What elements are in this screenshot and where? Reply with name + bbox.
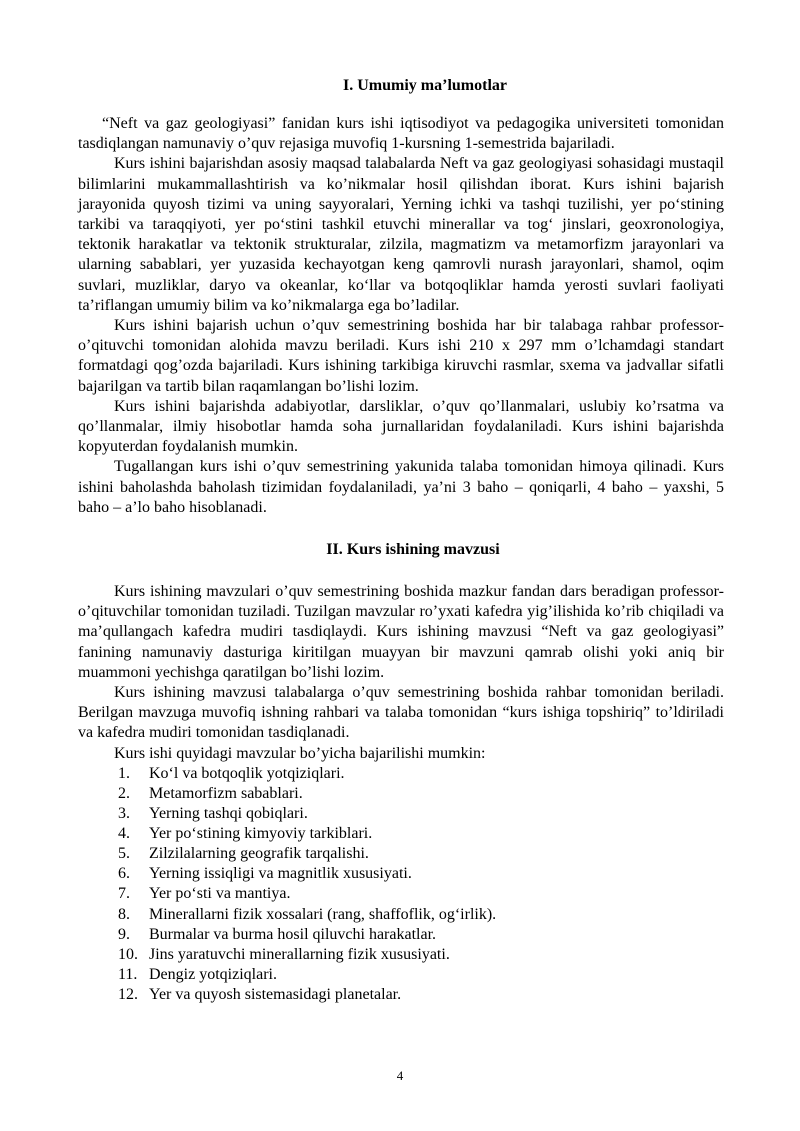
list-number: 9. [118,925,130,943]
paragraph: Tugallangan kurs ishi o’quv semestrining yakunida talaba tomonidan himoya qilinadi. Kurs ishini baholashda baholash tizimidan foydalaniladi, ya’ni 3 baho – qoniqarli, 4 baho – yaxshi, 5 baho – a’lo baho hisoblanadi. [78,458,724,516]
list-item [78,764,724,784]
list-text: Jins yaratuvchi minerallarning fizik xususiyati. [149,945,450,963]
list-item [78,925,724,945]
list-text: Yer po‘stining kimyoviy tarkiblari. [149,825,373,843]
list-text: Yer po‘sti va mantiya. [149,885,291,903]
document-page [78,76,724,1005]
list-text: Burmalar va burma hosil qiluvchi harakatlar. [149,925,437,943]
list-text: Yerning issiqligi va magnitlik xususiyati. [149,865,412,883]
paragraph: Kurs ishining mavzulari o’quv semestrining boshida mazkur fandan dars beradigan professor-o’qituvchilar tomonidan tuziladi. Tuzilgan mavzular ro’yxati kafedra yig’ilishida ko’rib chiqiladi va ma’qullangach kafedra mudiri tasdiqlaydi. Kurs ishining mavzusi “Neft va gaz geologiyasi” fanining namunaviy dasturiga kiritilgan muayyan bir mavzuni qamrab olishi yoki aniq bir muammoni yechishga qaratilgan bo’lishi lozim. [78,583,724,681]
section-1-body [78,114,724,518]
list-text: Ko‘l va botqoqlik yotqiziqlari. [149,764,345,782]
list-item [78,965,724,985]
list-item [78,824,724,844]
list-text: Minerallarni fizik xossalari (rang, shaffoflik, og‘irlik). [149,905,497,923]
list-number: 1. [118,764,130,782]
list-number: 6. [118,865,130,883]
paragraph: Kurs ishini bajarishda adabiyotlar, darsliklar, o’quv qo’llanmalari, uslubiy ko’rsatma va qo’llanmalar, ilmiy hisobotlar hamda soha jurnallaridan foydalaniladi. Kurs ishini bajarishda kopyuterdan foydalanish mumkin. [78,397,724,456]
list-number: 8. [118,905,130,923]
paragraph: Kurs ishini bajarish uchun o’quv semestrining boshida har bir talabaga rahbar professor-o’qituvchi tomonidan alohida mavzu beriladi. Kurs ishi 210 x 297 mm o’lchamdagi standart formatdagi qog’ozda bajariladi. Kurs ishining tarkibiga kiruvchi rasmlar, sxema va jadvallar sifatli bajarilgan va tartib bilan raqamlangan bo’lishi lozim. [78,317,724,395]
list-number: 10. [118,945,138,963]
list-number: 12. [118,985,138,1003]
list-text: Metamorfizm sabablari. [149,784,303,802]
list-item [78,864,724,884]
paragraph: “Neft va gaz geologiyasi” fanidan kurs ishi iqtisodiyot va pedagogika universiteti tomonidan tasdiqlangan namunaviy o’quv rejasiga muvofiq 1-kursning 1-semestrida bajariladi. [78,115,724,153]
list-number: 2. [118,784,130,802]
page-number: 4 [396,1068,404,1083]
paragraph: Kurs ishi quyidagi mavzular bo’yicha bajarilishi mumkin: [114,744,486,762]
list-item [78,985,724,1005]
paragraph: Kurs ishini bajarishdan asosiy maqsad talabalarda Neft va gaz geologiyasi sohasidagi mustaqil bilimlarini mukammallashtirish va ko’nikmalar hosil qilishdan iborat. Kurs ishini bajarish jarayonida quyosh tizimi va uning sayyoralari, Yerning ichki va tashqi tuzilishi, yer po‘stining tarkibi va taraqqiyoti, yer po‘stini tashkil etuvchi minerallar va tog‘ jinslari, geoxronologiya, tektonik harakatlar va tektonik strukturalar, zilzila, magmatizm va metamorfizm jarayonlari va ularning sabablari, yer yuzasida kechayotgan keng qamrovli nurash jarayonlari, shamol, oqim suvlari, muzliklar, daryo va okeanlar, ko‘llar va botqoqliklar hamda yerosti suvlari faoliyati ta’riflangan umumiy bilim va ko’nikmalarga ega bo’ladilar. [78,155,724,314]
list-text: Zilzilalarning geografik tarqalishi. [149,845,369,863]
paragraph: Kurs ishining mavzusi talabalarga o’quv semestrining boshida rahbar tomonidan beriladi. Berilgan mavzuga muvofiq ishning rahbari va talaba tomonidan “kurs ishiga topshiriq” to’ldiriladi va kafedra mudiri tomonidan tasdiqlanadi. [78,684,724,742]
list-item [78,905,724,925]
list-number: 7. [118,885,130,903]
section-2-title: II. Kurs ishining mavzusi [326,541,500,559]
section-2-body [78,582,724,1005]
list-item [78,784,724,804]
list-number: 5. [118,845,130,863]
list-text: Yer va quyosh sistemasidagi planetalar. [149,985,402,1003]
list-number: 3. [118,805,130,823]
list-item [78,804,724,824]
list-text: Yerning tashqi qobiqlari. [149,805,308,823]
list-text: Dengiz yotqiziqlari. [149,965,277,983]
list-item [78,844,724,864]
section-1-title: I. Umumiy ma’lumotlar [343,77,507,94]
list-number: 4. [118,825,130,843]
list-item [78,945,724,965]
list-item [78,884,724,904]
list-number: 11. [118,965,138,983]
topic-list [78,764,724,1005]
